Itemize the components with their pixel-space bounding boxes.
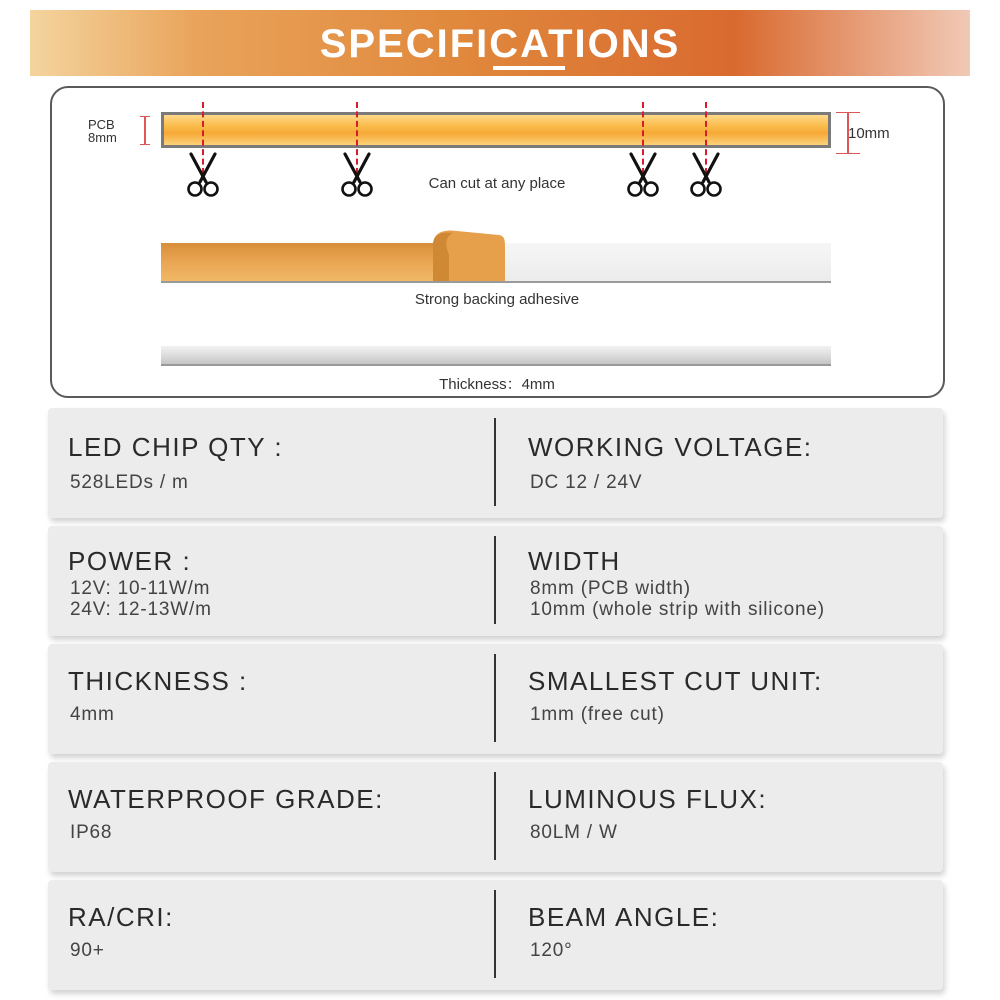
scissors-icon xyxy=(686,152,726,198)
spec-label: BEAM ANGLE: xyxy=(528,902,720,932)
spec-label: RA/CRI: xyxy=(68,902,174,932)
spec-left-column xyxy=(68,762,488,872)
page-title: SPECIFICATIONS xyxy=(319,22,681,66)
spec-label: SMALLEST CUT UNIT: xyxy=(528,666,823,696)
peeled-tape-icon xyxy=(427,227,509,283)
header-banner xyxy=(30,10,970,76)
pcb-width-label: PCB 8mm xyxy=(88,117,117,145)
spec-divider xyxy=(494,654,496,742)
spec-value: 4mm xyxy=(70,704,115,725)
spec-value: 90+ xyxy=(70,940,105,961)
spec-divider xyxy=(494,772,496,860)
spec-value: 120° xyxy=(530,940,573,961)
spec-left-column xyxy=(68,644,488,754)
spec-value: 528LEDs / m xyxy=(70,472,189,493)
spec-label: THICKNESS : xyxy=(68,666,248,696)
spec-divider xyxy=(494,418,496,506)
spec-value: IP68 xyxy=(70,822,113,843)
strip-side-view xyxy=(161,346,831,366)
title-underline xyxy=(493,66,565,70)
spec-right-column xyxy=(528,644,938,754)
adhesive-strip xyxy=(161,243,831,283)
spec-value: 1mm (free cut) xyxy=(530,704,665,725)
spec-divider xyxy=(494,536,496,624)
adhesive-caption: Strong backing adhesive xyxy=(414,291,580,308)
spec-label: WATERPROOF GRADE: xyxy=(68,784,384,814)
cut-caption: Can cut at any place xyxy=(428,175,566,192)
spec-label: WORKING VOLTAGE: xyxy=(528,432,813,462)
spec-card-power-width xyxy=(48,526,943,636)
spec-right-column xyxy=(528,526,938,636)
pcb-dimension-bracket xyxy=(140,116,150,145)
spec-value: 80LM / W xyxy=(530,822,618,843)
spec-card-waterproof-flux xyxy=(48,762,943,872)
spec-value: 8mm (PCB width) 10mm (whole strip with silicone) xyxy=(530,578,825,620)
spec-right-column xyxy=(528,762,938,872)
scissors-icon xyxy=(183,152,223,198)
spec-right-column xyxy=(528,408,938,518)
strip-diagram xyxy=(50,86,945,398)
spec-right-column xyxy=(528,880,938,990)
spec-card-cri-beam xyxy=(48,880,943,990)
spec-label: LED CHIP QTY : xyxy=(68,432,284,462)
spec-left-column xyxy=(68,408,488,518)
spec-card-chip-voltage xyxy=(48,408,943,518)
spec-divider xyxy=(494,890,496,978)
led-strip xyxy=(161,112,831,148)
spec-left-column xyxy=(68,880,488,990)
spec-label: LUMINOUS FLUX: xyxy=(528,784,768,814)
spec-label: WIDTH xyxy=(528,546,621,576)
strip-width-label: 10mm xyxy=(848,125,890,142)
spec-left-column xyxy=(68,526,488,636)
spec-value: 12V: 10-11W/m 24V: 12-13W/m xyxy=(70,578,212,620)
spec-card-thickness-cut xyxy=(48,644,943,754)
thickness-caption: Thickness：4mm xyxy=(439,376,555,393)
spec-value: DC 12 / 24V xyxy=(530,472,643,493)
spec-label: POWER : xyxy=(68,546,192,576)
